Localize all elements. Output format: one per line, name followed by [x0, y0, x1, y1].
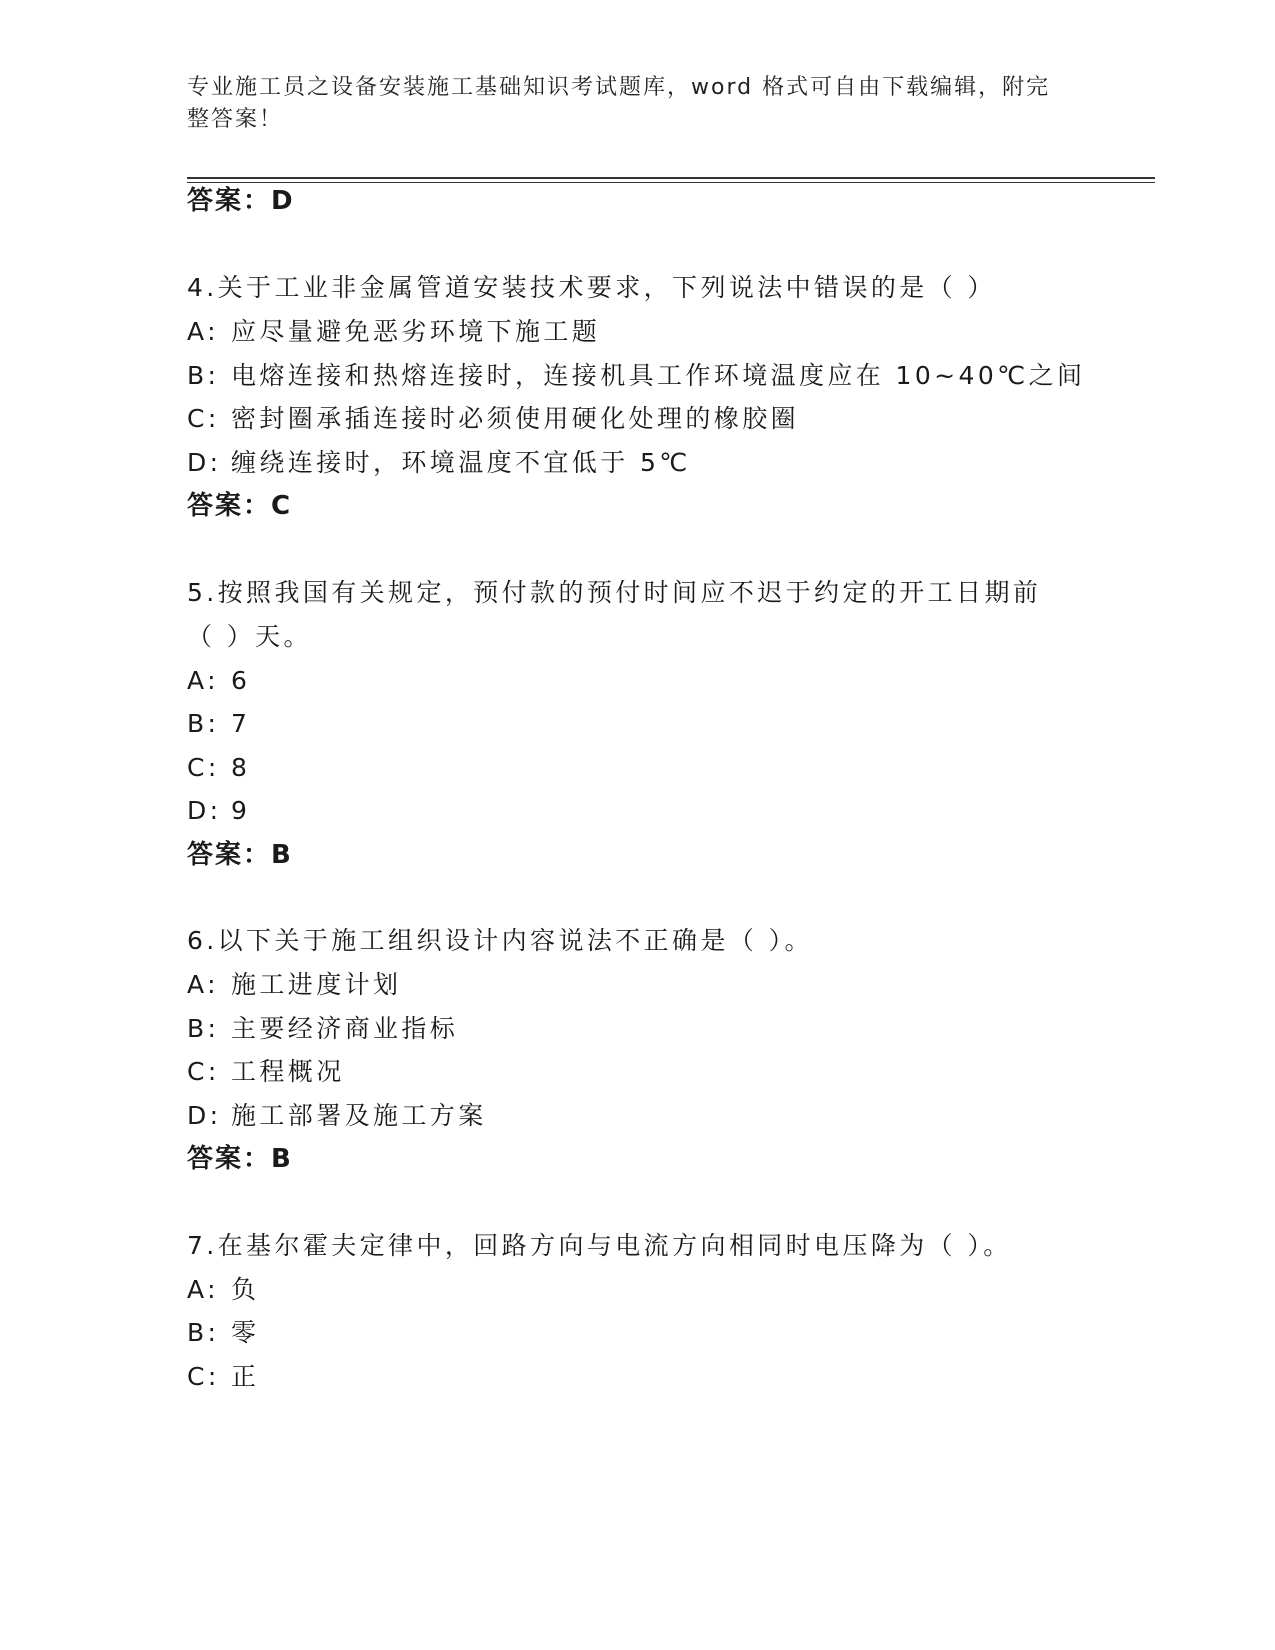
question-7-option-c	[187, 1362, 259, 1392]
answer-q4: 答案：C	[187, 491, 293, 521]
option-key: C:	[187, 1057, 220, 1086]
option-key: C:	[187, 404, 220, 433]
option-text: 主要经济商业指标	[231, 1014, 459, 1043]
option-key: A:	[187, 317, 219, 346]
document-intro	[187, 72, 1067, 136]
option-key: A:	[187, 666, 219, 695]
question-6-option-d	[187, 1101, 487, 1131]
header-divider-thick	[187, 177, 1155, 179]
option-key: B:	[187, 1318, 220, 1347]
intro-line-2: 整答案！	[187, 107, 284, 132]
option-text: 电熔连接和热熔连接时，连接机具工作环境温度应在 10~40℃之间	[231, 361, 1086, 390]
answer-q6: 答案：B	[187, 1144, 293, 1174]
header-divider-thin	[187, 182, 1155, 183]
question-5-option-a	[187, 666, 250, 696]
option-key: C:	[187, 753, 220, 782]
question-4-option-d	[187, 448, 691, 478]
answer-q5: 答案：B	[187, 840, 293, 870]
question-5-stem-line-1: 5.按照我国有关规定，预付款的预付时间应不迟于约定的开工日期前	[187, 578, 1042, 607]
question-4-option-a	[187, 317, 600, 347]
question-4-option-b	[187, 361, 1085, 391]
question-5-option-b	[187, 709, 250, 739]
option-key: B:	[187, 709, 220, 738]
option-key: A:	[187, 1275, 219, 1304]
option-text: 9	[231, 796, 251, 825]
option-key: D:	[187, 796, 222, 825]
option-key: B:	[187, 1014, 220, 1043]
option-text: 6	[231, 666, 251, 695]
option-key: D:	[187, 1101, 222, 1130]
option-text: 施工部署及施工方案	[231, 1101, 487, 1130]
question-6-option-c	[187, 1057, 345, 1087]
question-6-option-a	[187, 970, 401, 1000]
option-text: 负	[231, 1275, 260, 1304]
question-5-option-d	[187, 796, 250, 826]
intro-line-1: 专业施工员之设备安装施工基础知识考试题库，word 格式可自由下载编辑，附完	[187, 75, 1051, 100]
option-key: C:	[187, 1362, 220, 1391]
question-4-option-c	[187, 404, 799, 434]
option-text: 工程概况	[231, 1057, 345, 1086]
option-text: 密封圈承插连接时必须使用硬化处理的橡胶圈	[231, 404, 800, 433]
question-6-option-b	[187, 1014, 458, 1044]
option-text: 零	[231, 1318, 260, 1347]
option-key: D:	[187, 448, 222, 477]
question-4-stem: 4.关于工业非金属管道安装技术要求，下列说法中错误的是（ ）	[187, 273, 996, 302]
option-text: 7	[231, 709, 251, 738]
option-text: 应尽量避免恶劣环境下施工题	[231, 317, 601, 346]
option-key: B:	[187, 361, 220, 390]
question-7-stem: 7.在基尔霍夫定律中，回路方向与电流方向相同时电压降为（ ）。	[187, 1231, 1012, 1260]
question-7-option-a	[187, 1275, 259, 1305]
question-5-stem-line-2: （ ）天。	[187, 622, 312, 651]
answer-q3: 答案：D	[187, 186, 295, 216]
option-text: 施工进度计划	[231, 970, 402, 999]
question-5-option-c	[187, 753, 250, 783]
option-key: A:	[187, 970, 219, 999]
question-6-stem: 6.以下关于施工组织设计内容说法不正确是（ ）。	[187, 926, 813, 955]
option-text: 正	[231, 1362, 260, 1391]
option-text: 缠绕连接时，环境温度不宜低于 5℃	[231, 448, 691, 477]
question-7-option-b	[187, 1318, 259, 1348]
option-text: 8	[231, 753, 251, 782]
